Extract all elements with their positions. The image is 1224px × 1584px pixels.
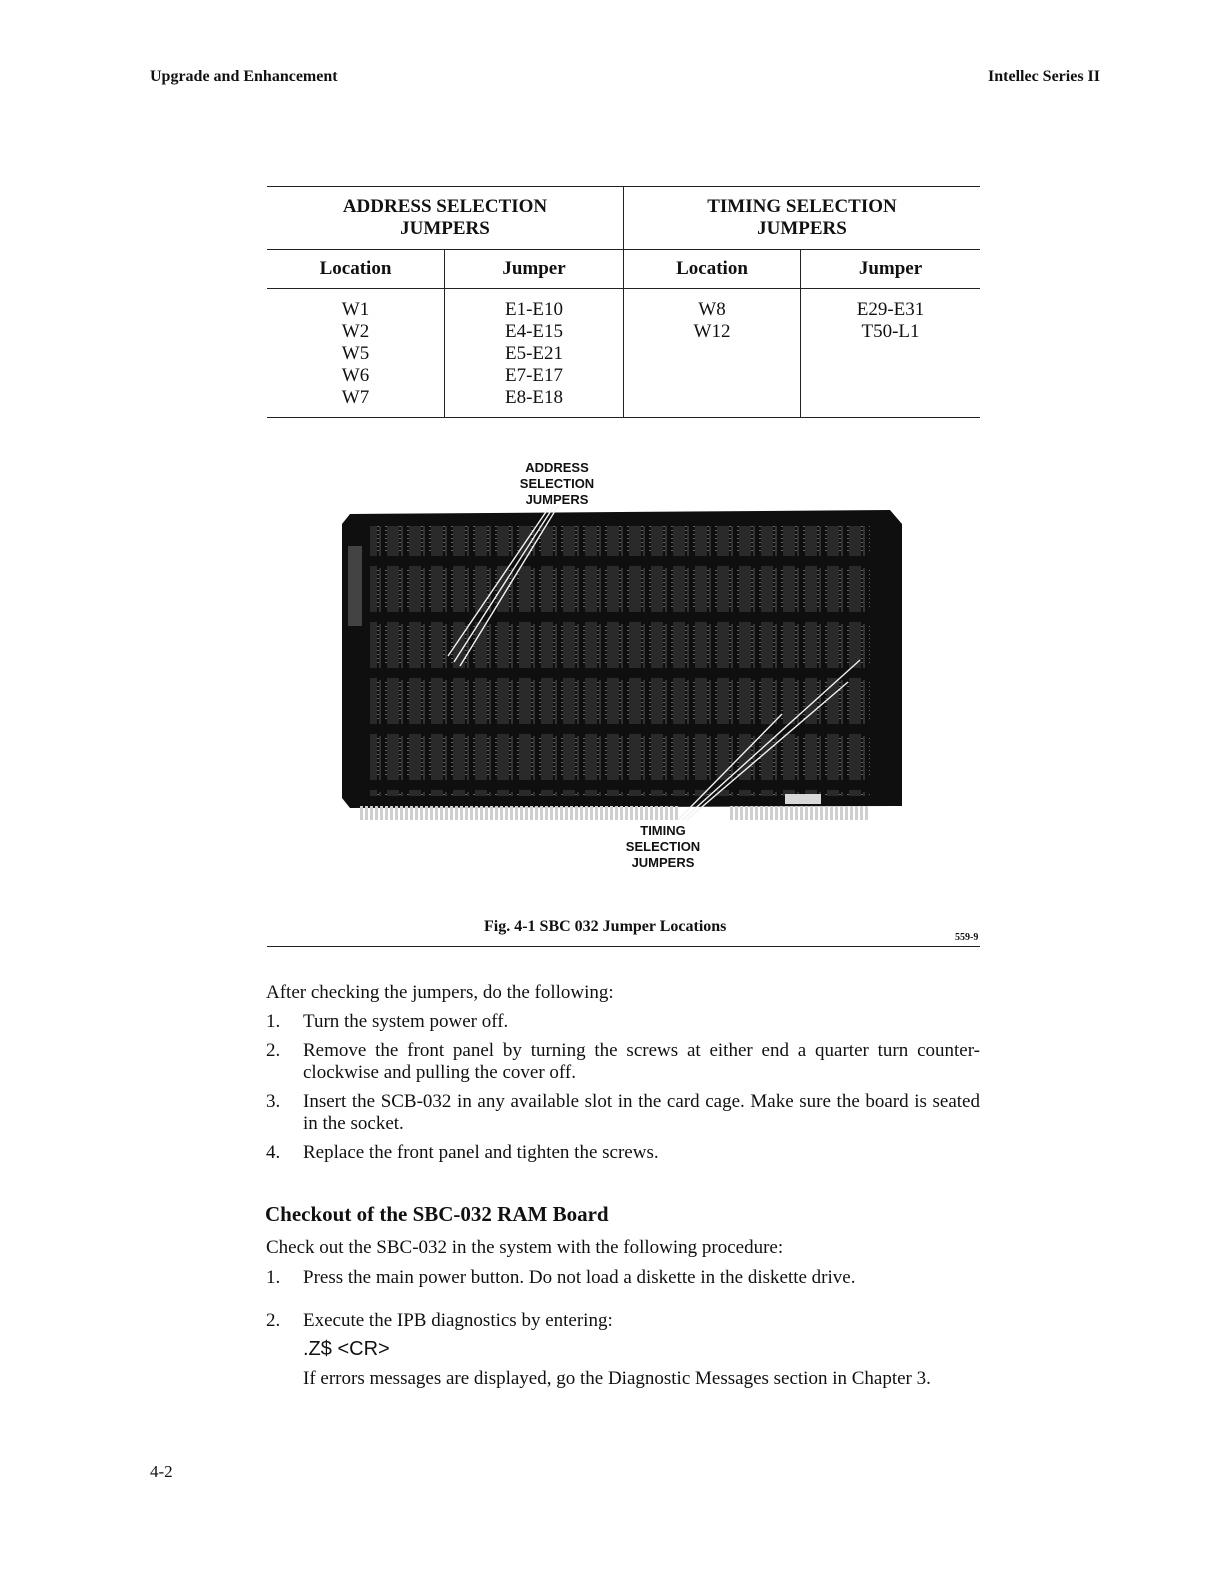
address-group-header [267, 187, 624, 250]
running-head-right: Intellec Series II [988, 68, 1100, 85]
figure-caption: Fig. 4-1 SBC 032 Jumper Locations [484, 918, 727, 935]
table-cell: W2 [341, 321, 370, 342]
table-cell: W8 [698, 299, 726, 320]
timing-group-line1: TIMING SELECTION [707, 196, 897, 217]
timing-group-line2: JUMPERS [757, 218, 847, 239]
table-cell: E4-E15 [504, 321, 564, 342]
table-cell: W7 [341, 387, 370, 408]
table-cell: E29-E31 [856, 299, 925, 320]
edge-connector-side [348, 546, 362, 626]
callout-line: SELECTION [519, 476, 595, 491]
error-note: If errors messages are displayed, go the Diagnostic Messages section in Chapter 3. [303, 1368, 931, 1389]
address-location-cell [267, 289, 445, 418]
column-header: Jumper [801, 250, 981, 289]
page-number: 4-2 [150, 1462, 173, 1481]
running-head-left: Upgrade and Enhancement [150, 68, 338, 85]
callout-line: JUMPERS [525, 492, 589, 507]
figure-number: 559-9 [955, 932, 979, 943]
column-header: Location [624, 250, 801, 289]
callout-line: TIMING [640, 823, 686, 838]
table-cell: E5-E21 [504, 343, 564, 364]
board-label-sticker [785, 794, 821, 804]
list-number: 2. [266, 1310, 281, 1331]
list-number: 1. [266, 1267, 281, 1288]
address-group-line2: JUMPERS [400, 218, 490, 239]
address-selection-callout [500, 460, 614, 508]
jumper-table [267, 186, 980, 418]
callout-line: JUMPERS [631, 855, 695, 870]
callout-line: SELECTION [625, 839, 701, 854]
command-example: .Z$ <CR> [303, 1338, 390, 1360]
list-number: 1. [266, 1011, 281, 1032]
timing-group-header [624, 187, 981, 250]
list-text: Replace the front panel and tighten the screws. [303, 1142, 659, 1163]
table-cell: E1-E10 [504, 299, 564, 320]
figure-rule [267, 946, 980, 947]
address-group-line1: ADDRESS SELECTION [342, 196, 548, 217]
intro-paragraph: After checking the jumpers, do the following: [266, 982, 614, 1003]
timing-jumper-cell [801, 289, 981, 418]
section-heading: Checkout of the SBC-032 RAM Board [265, 1202, 609, 1226]
list-text: Remove the front panel by turning the screws at either end a quarter turn counter- clockwise and pulling the cover off. [303, 1040, 980, 1083]
table-cell: E7-E17 [504, 365, 564, 386]
list-text: Turn the system power off. [303, 1011, 509, 1032]
list-number: 4. [266, 1142, 281, 1163]
list-text: Press the main power button. Do not load a diskette in the diskette drive. [303, 1267, 856, 1288]
table-cell: T50-L1 [861, 321, 920, 342]
table-cell: W1 [341, 299, 370, 320]
list-text: Execute the IPB diagnostics by entering: [303, 1310, 613, 1331]
timing-selection-callout [606, 823, 720, 871]
edge-connector-fingers [360, 806, 680, 820]
list-text: Insert the SCB-032 in any available slot in the card cage. Make sure the board is seated in the socket. [303, 1091, 980, 1134]
column-header: Jumper [445, 250, 624, 289]
circuit-board-photo [340, 506, 904, 820]
list-number: 2. [266, 1040, 281, 1061]
list-number: 3. [266, 1091, 281, 1112]
edge-connector-fingers-right [730, 806, 870, 820]
address-jumper-cell [445, 289, 624, 418]
table-cell: W6 [341, 365, 370, 386]
table-cell: W12 [693, 321, 731, 342]
table-cell: E8-E18 [504, 387, 564, 408]
table-cell: W5 [341, 343, 370, 364]
column-header: Location [267, 250, 445, 289]
timing-location-cell [624, 289, 801, 418]
section-intro: Check out the SBC-032 in the system with the following procedure: [266, 1237, 784, 1258]
callout-line: ADDRESS [525, 460, 589, 475]
chip-array [370, 526, 870, 796]
